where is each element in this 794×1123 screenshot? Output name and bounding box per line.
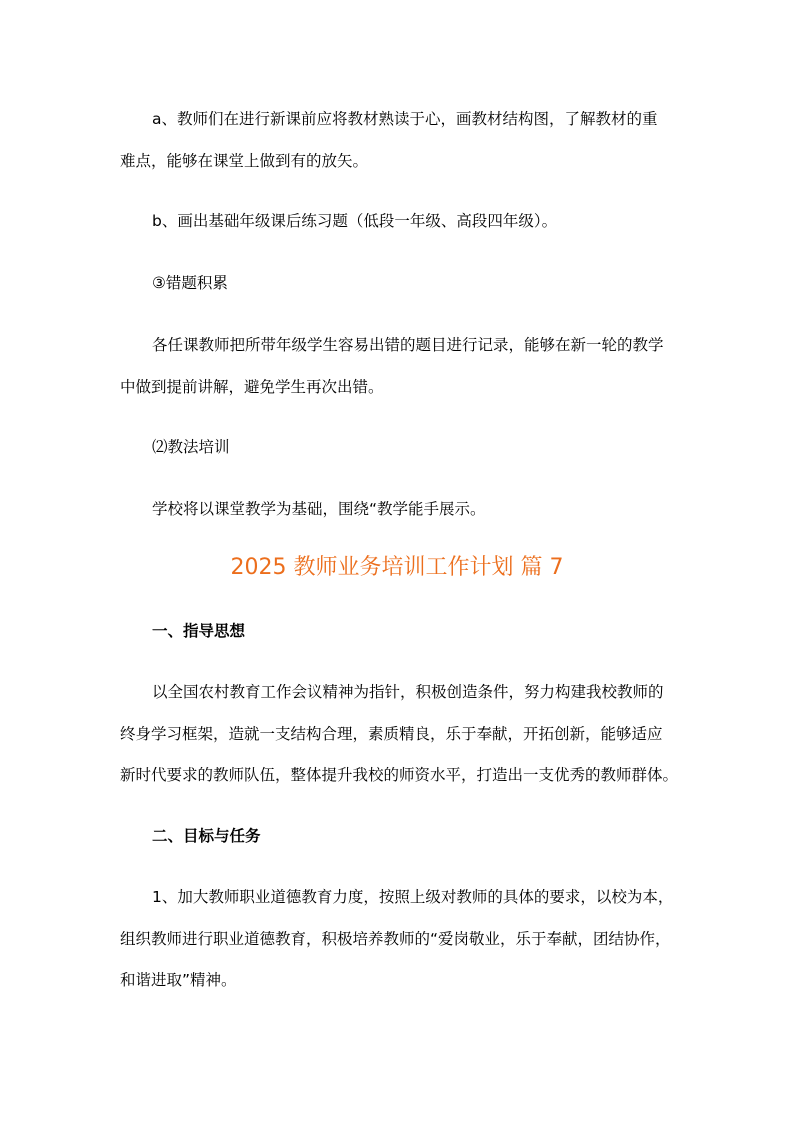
paragraph-line: b、画出基础年级课后练习题（低段一年级、高段四年级）。	[152, 212, 558, 230]
section-title: 2025 教师业务培训工作计划 篇 7	[230, 555, 564, 580]
paragraph-line: 1、加大教师职业道德教育力度，按照上级对教师的具体的要求，以校为本，	[152, 888, 674, 906]
paragraph-line: 中做到提前讲解，避免学生再次出错。	[120, 378, 384, 396]
paragraph-line: 各任课教师把所带年级学生容易出错的题目进行记录，能够在新一轮的教学	[152, 336, 664, 354]
heading-guiding-thought: 一、指导思想	[152, 622, 246, 640]
heading-goals-tasks: 二、目标与任务	[152, 827, 261, 845]
paragraph-line: 新时代要求的教师队伍，整体提升我校的师资水平，打造出一支优秀的教师群体。	[120, 766, 679, 784]
paragraph-line: 组织教师进行职业道德教育，积极培养教师的“爱岗敬业，乐于奉献，团结协作，	[120, 930, 671, 948]
paragraph-line: a、教师们在进行新课前应将教材熟读于心，画教材结构图，了解教材的重	[152, 110, 658, 128]
paragraph-line: 以全国农村教育工作会议精神为指针，积极创造条件，努力构建我校教师的	[152, 683, 664, 701]
paragraph-line: 学校将以课堂教学为基础，围绕“教学能手展示。	[152, 500, 486, 518]
subheading: ⑵教法培训	[152, 438, 230, 456]
paragraph-line: 难点，能够在课堂上做到有的放矢。	[120, 152, 369, 170]
subheading: ③错题积累	[152, 274, 228, 292]
paragraph-line: 终身学习框架，造就一支结构合理，素质精良，乐于奉献，开拓创新，能够适应	[120, 725, 663, 743]
paragraph-line: 和谐进取”精神。	[120, 971, 237, 989]
